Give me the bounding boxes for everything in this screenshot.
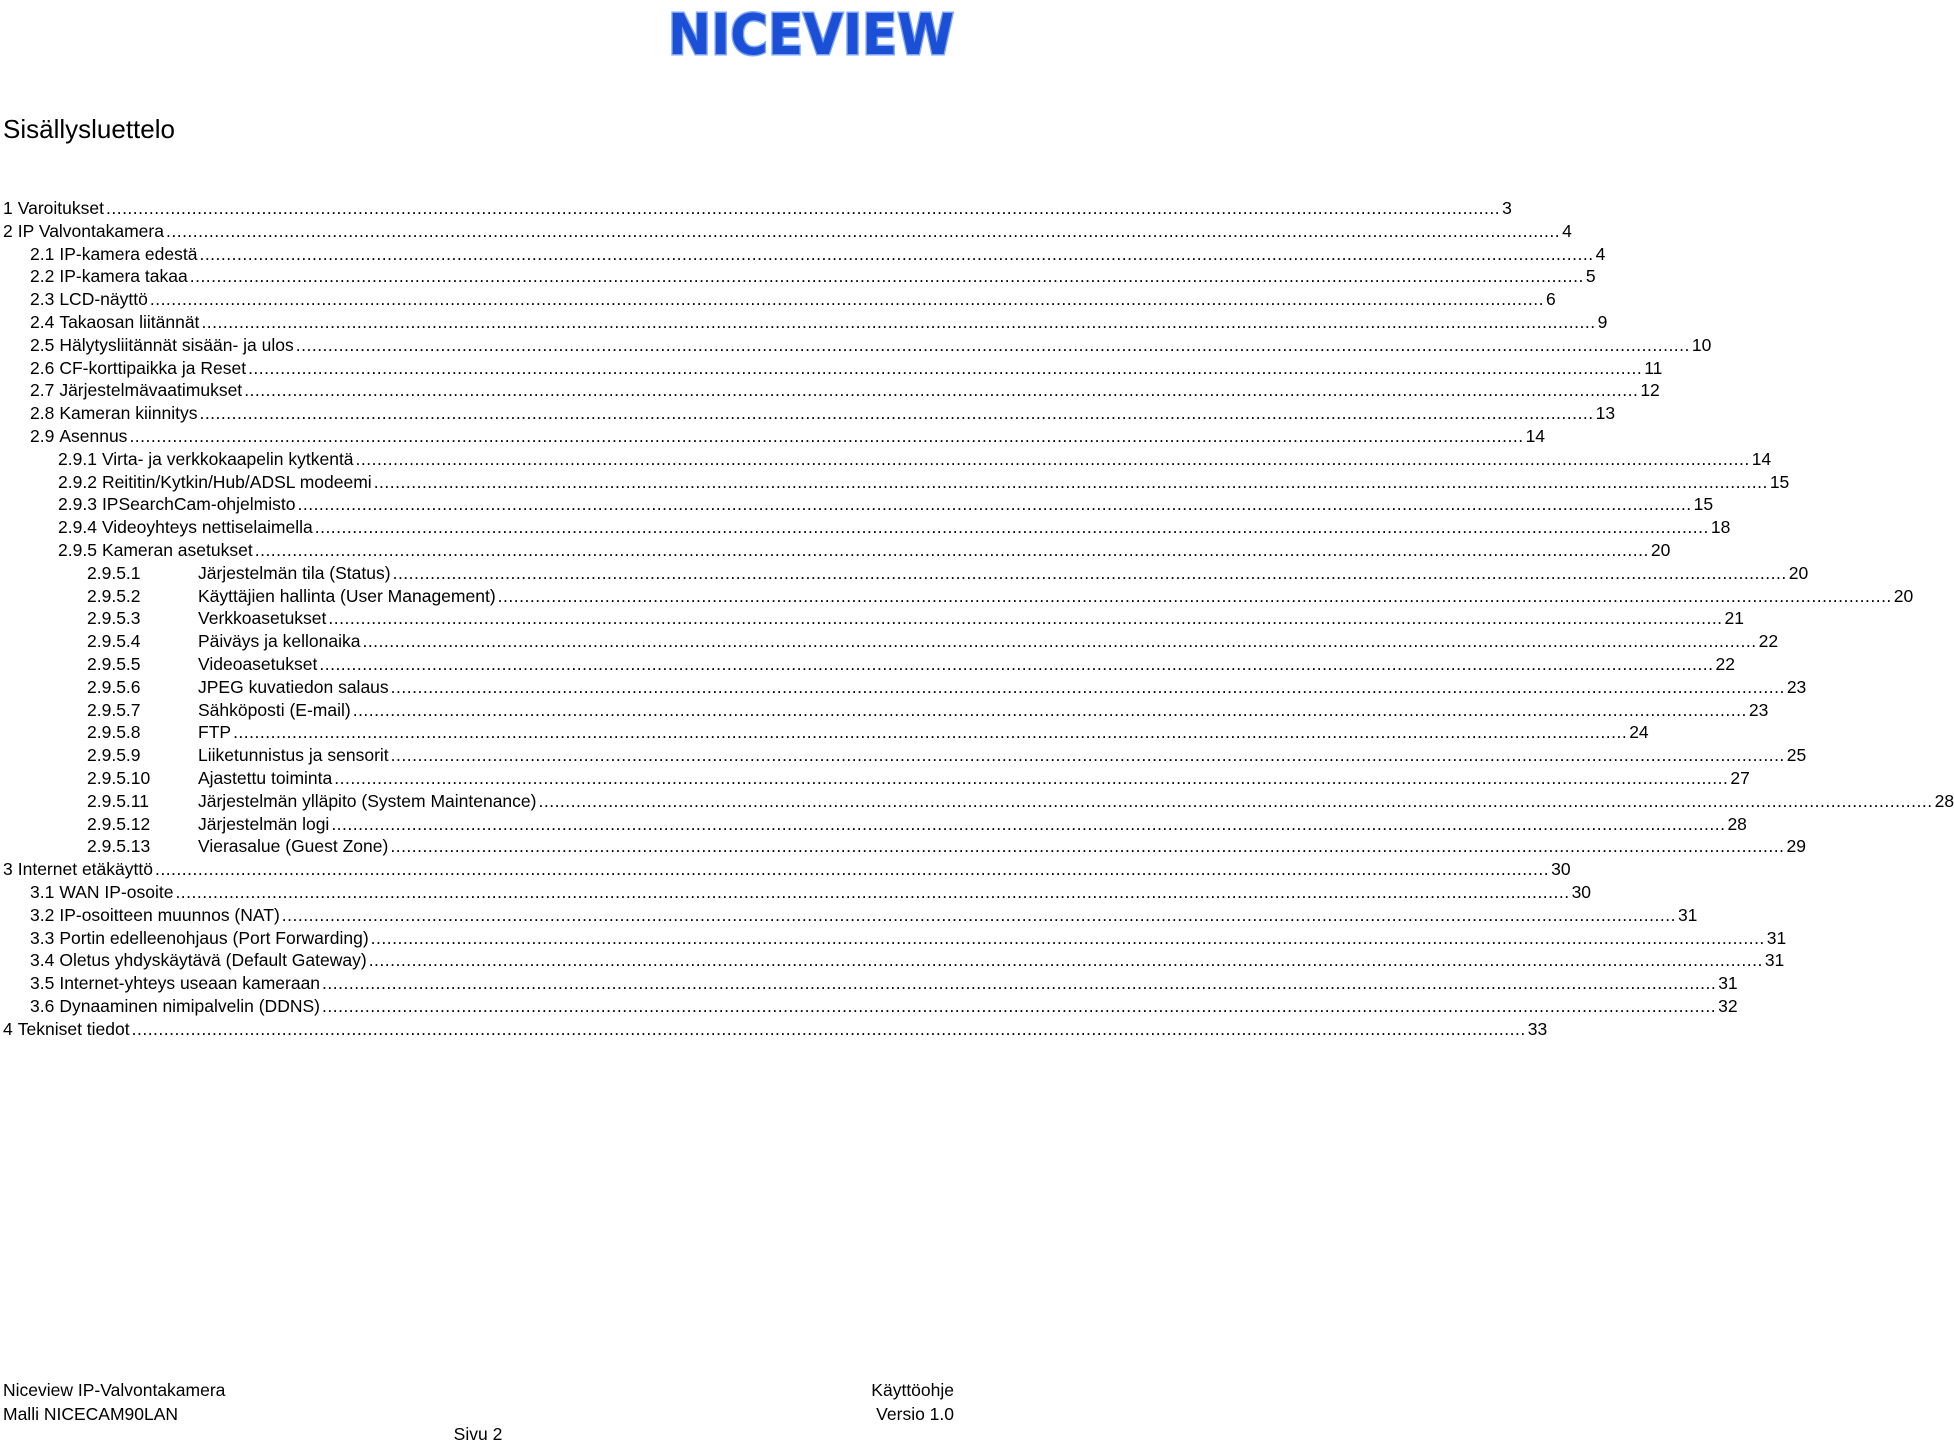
toc-entry[interactable]	[0, 653, 1735, 676]
toc-entry[interactable]	[0, 197, 1512, 220]
footer-left	[3, 1378, 225, 1426]
toc-entry-page: 4	[1562, 220, 1572, 241]
toc-entry-title: LCD-näyttö	[59, 289, 148, 310]
toc-entry-number: 2.8	[30, 403, 55, 424]
toc-entry[interactable]	[0, 881, 1592, 904]
toc-entry-number: 2.3	[30, 289, 55, 310]
toc-entry-number: 3.3	[30, 927, 55, 948]
toc-entry[interactable]	[0, 357, 1663, 380]
toc-entry-page: 22	[1715, 653, 1735, 674]
toc-entry-title: Varoitukset	[17, 198, 104, 218]
toc-entry-title: Videoyhteys nettiselaimella	[101, 517, 313, 538]
toc-dot-leader: ....................................................................................................................................................................................................................................................................	[392, 562, 1787, 583]
toc-entry-number: 2.9.5.8	[87, 722, 141, 743]
toc-entry-page: 31	[1764, 950, 1785, 971]
toc-dot-leader: ....................................................................................................................................................................................................................................................................	[370, 927, 1765, 948]
toc-entry-number: 2.9.3	[58, 494, 97, 515]
toc-entry[interactable]	[0, 402, 1616, 425]
toc-entry-page: 20	[1650, 539, 1671, 560]
toc-entry-number: 2.9.5.3	[87, 608, 141, 629]
toc-entry-page: 14	[1751, 448, 1772, 469]
toc-entry-page: 9	[1597, 311, 1608, 332]
toc-entry-number: 2.9.5.10	[87, 767, 151, 788]
toc-entry[interactable]	[0, 448, 1772, 471]
toc-entry-page: 12	[1640, 380, 1660, 401]
toc-dot-leader: ....................................................................................................................................................................................................................................................................	[538, 790, 1933, 811]
toc-dot-leader: ....................................................................................................................................................................................................................................................................	[248, 357, 1643, 378]
toc-entry-page: 27	[1730, 767, 1750, 788]
toc-entry-page: 32	[1718, 995, 1738, 1016]
toc-entry-page: 24	[1629, 722, 1649, 743]
toc-entry-number: 2.9.5	[58, 539, 97, 560]
toc-dot-leader: ....................................................................................................................................................................................................................................................................	[352, 699, 1747, 720]
toc-entry-title: Ajastettu toiminta	[198, 767, 333, 788]
toc-dot-leader: ....................................................................................................................................................................................................................................................................	[334, 767, 1729, 788]
toc-entry-page: 15	[1693, 494, 1714, 515]
toc-dot-leader: ....................................................................................................................................................................................................................................................................	[254, 539, 1649, 560]
toc-entry-title: IP-kamera edestä	[59, 243, 198, 264]
toc-entry-number: 3.6	[30, 995, 55, 1016]
toc-entry[interactable]	[0, 676, 1807, 699]
toc-entry-title: Päiväys ja kellonaika	[198, 631, 361, 652]
toc-entry-title: Tekniset tiedot	[17, 1018, 130, 1039]
toc-entry-title: Verkkoasetukset	[198, 608, 327, 629]
toc-dot-leader: ....................................................................................................................................................................................................................................................................	[297, 494, 1692, 515]
toc-entry-title: Kameran asetukset	[101, 539, 253, 560]
toc-entry[interactable]	[0, 220, 1572, 243]
toc-entry-title: Liiketunnistus ja sensorit	[198, 745, 389, 766]
toc-entry-title: Internet etäkäyttö	[17, 859, 153, 880]
toc-entry-number: 3.1	[30, 881, 55, 902]
toc-dot-leader: ....................................................................................................................................................................................................................................................................	[131, 1018, 1526, 1039]
page-number: Sivu 2	[453, 1424, 503, 1444]
toc-entry[interactable]	[0, 972, 1738, 995]
toc-entry-number: 2.9.4	[58, 517, 97, 538]
toc-entry-page: 6	[1545, 289, 1556, 310]
toc-entry-number: 2.6	[30, 357, 55, 378]
toc-entry-title: IP Valvontakamera	[17, 220, 164, 241]
toc-entry-title: Videoasetukset	[198, 653, 318, 674]
toc-entry[interactable]	[0, 699, 1769, 722]
toc-entry-page: 23	[1786, 676, 1807, 697]
toc-dot-leader: ....................................................................................................................................................................................................................................................................	[233, 722, 1628, 743]
toc-entry-number: 2.1	[30, 243, 55, 264]
toc-entry-page: 29	[1786, 836, 1806, 857]
toc-dot-leader: ....................................................................................................................................................................................................................................................................	[281, 904, 1676, 925]
toc-dot-leader: ....................................................................................................................................................................................................................................................................	[322, 973, 1717, 994]
toc-dot-leader: ....................................................................................................................................................................................................................................................................	[362, 631, 1757, 652]
toc-dot-leader: ....................................................................................................................................................................................................................................................................	[497, 585, 1892, 606]
toc-dot-leader: ....................................................................................................................................................................................................................................................................	[331, 813, 1726, 834]
toc-entry[interactable]	[0, 334, 1712, 357]
toc-entry-number: 4	[3, 1018, 13, 1039]
toc-entry-title: Järjestelmän logi	[198, 813, 330, 834]
footer-product-name: Niceview IP-Valvontakamera	[3, 1380, 226, 1400]
toc-entry[interactable]	[0, 1018, 1548, 1041]
niceview-logo	[666, 3, 956, 68]
toc-entry-page: 31	[1677, 904, 1698, 925]
toc-entry-page: 21	[1724, 608, 1745, 629]
footer-version: Versio 1.0	[876, 1404, 954, 1424]
toc-entry-title: Kameran kiinnitys	[59, 403, 198, 424]
toc-entry-title: Asennus	[59, 425, 128, 446]
toc-entry-page: 20	[1893, 585, 1914, 606]
toc-entry-title: Virta- ja verkkokaapelin kytkentä	[101, 448, 354, 469]
toc-entry-page: 33	[1527, 1018, 1548, 1039]
toc-entry-number: 2.9.2	[58, 471, 97, 492]
toc-entry[interactable]	[0, 539, 1671, 562]
toc-entry-title: Hälytysliitännät sisään- ja ulos	[59, 334, 294, 355]
toc-entry-number: 2.2	[30, 266, 55, 287]
toc-entry-number: 2.9.5.7	[87, 699, 141, 720]
toc-dot-leader: ....................................................................................................................................................................................................................................................................	[368, 950, 1763, 971]
footer-doc-type: Käyttöohje	[871, 1380, 954, 1400]
page-title: Sisällysluettelo	[3, 114, 175, 144]
toc-entry[interactable]	[0, 311, 1608, 334]
toc-entry-title: Käyttäjien hallinta (User Management)	[198, 585, 496, 606]
toc-entry-title: WAN IP-osoite	[59, 881, 174, 902]
logo-wordmark: NICEVIEW	[668, 3, 954, 68]
toc-dot-leader: ....................................................................................................................................................................................................................................................................	[165, 220, 1561, 241]
toc-entry-title: CF-korttipaikka ja Reset	[59, 357, 247, 378]
toc-dot-leader: ....................................................................................................................................................................................................................................................................	[199, 403, 1594, 424]
toc-dot-leader: ....................................................................................................................................................................................................................................................................	[390, 745, 1785, 766]
toc-dot-leader: ....................................................................................................................................................................................................................................................................	[199, 243, 1594, 264]
toc-entry-page: 25	[1786, 745, 1807, 766]
toc-entry[interactable]	[0, 562, 1809, 585]
toc-entry-number: 1	[3, 198, 13, 218]
table-of-contents	[0, 197, 1954, 1040]
toc-entry-page: 30	[1551, 859, 1571, 880]
toc-dot-leader: ....................................................................................................................................................................................................................................................................	[189, 266, 1584, 287]
toc-entry[interactable]	[0, 767, 1750, 790]
toc-entry-number: 3	[3, 859, 13, 880]
toc-entry-number: 2.9.5.6	[87, 676, 141, 697]
toc-entry[interactable]	[0, 995, 1738, 1018]
toc-entry-title: Oletus yhdyskäytävä (Default Gateway)	[59, 950, 367, 971]
toc-entry-number: 2	[3, 220, 13, 241]
toc-entry[interactable]	[0, 607, 1745, 630]
toc-entry-page: 30	[1571, 881, 1592, 902]
toc-entry[interactable]	[0, 949, 1785, 972]
toc-entry-number: 2.9.5.11	[87, 790, 149, 811]
toc-entry[interactable]	[0, 790, 1954, 813]
toc-entry-page: 23	[1748, 699, 1769, 720]
toc-entry-number: 2.9.5.4	[87, 631, 141, 652]
toc-dot-leader: ....................................................................................................................................................................................................................................................................	[328, 608, 1723, 629]
toc-entry[interactable]	[0, 516, 1731, 539]
toc-entry-page: 28	[1727, 813, 1747, 834]
toc-dot-leader: ....................................................................................................................................................................................................................................................................	[321, 995, 1717, 1016]
toc-entry-page: 31	[1766, 927, 1787, 948]
toc-entry[interactable]	[0, 904, 1698, 927]
toc-entry-title: Dynaaminen nimipalvelin (DDNS)	[59, 995, 320, 1016]
toc-entry-title: FTP	[198, 722, 232, 743]
toc-entry[interactable]	[0, 835, 1806, 858]
toc-entry-number: 2.9.5.13	[87, 836, 151, 857]
toc-dot-leader: ....................................................................................................................................................................................................................................................................	[105, 198, 1501, 218]
toc-entry[interactable]	[0, 585, 1914, 608]
toc-entry-page: 13	[1595, 403, 1616, 424]
toc-entry[interactable]	[0, 630, 1779, 653]
toc-entry-title: IP-kamera takaa	[59, 266, 188, 287]
toc-entry-page: 14	[1525, 425, 1546, 446]
footer-right	[871, 1378, 954, 1426]
toc-entry-number: 2.9.5.5	[87, 653, 141, 674]
toc-entry-page: 20	[1788, 562, 1809, 583]
toc-entry-number: 3.4	[30, 950, 55, 971]
toc-entry-title: Portin edelleenohjaus (Port Forwarding)	[59, 927, 369, 948]
toc-entry-number: 2.5	[30, 334, 55, 355]
toc-dot-leader: ....................................................................................................................................................................................................................................................................	[314, 517, 1709, 538]
toc-entry[interactable]	[0, 858, 1571, 881]
toc-entry[interactable]	[0, 243, 1606, 266]
toc-entry[interactable]	[0, 721, 1649, 744]
toc-entry-page: 3	[1502, 198, 1512, 218]
toc-entry[interactable]	[0, 288, 1556, 311]
toc-dot-leader: ....................................................................................................................................................................................................................................................................	[355, 448, 1750, 469]
toc-entry-title: Järjestelmävaatimukset	[59, 380, 243, 401]
toc-entry-page: 22	[1758, 631, 1779, 652]
toc-entry-page: 10	[1691, 334, 1712, 355]
toc-entry-page: 31	[1718, 973, 1738, 994]
toc-dot-leader: ....................................................................................................................................................................................................................................................................	[295, 334, 1690, 355]
toc-entry-title: JPEG kuvatiedon salaus	[198, 676, 389, 697]
toc-dot-leader: ....................................................................................................................................................................................................................................................................	[175, 881, 1570, 902]
toc-entry-number: 3.5	[30, 973, 55, 994]
toc-entry-title: Järjestelmän tila (Status)	[198, 562, 391, 583]
toc-entry-title: IP-osoitteen muunnos (NAT)	[59, 904, 280, 925]
toc-entry-page: 15	[1769, 471, 1790, 492]
toc-entry-title: Reititin/Kytkin/Hub/ADSL modeemi	[101, 471, 372, 492]
toc-entry-title: Takaosan liitännät	[59, 311, 200, 332]
toc-dot-leader: ....................................................................................................................................................................................................................................................................	[244, 380, 1639, 401]
toc-entry[interactable]	[0, 471, 1790, 494]
footer-model: Malli NICECAM90LAN	[3, 1404, 179, 1424]
toc-entry-title: Sähköposti (E-mail)	[198, 699, 351, 720]
toc-entry[interactable]	[0, 493, 1714, 516]
toc-entry-number: 3.2	[30, 904, 55, 925]
toc-entry[interactable]	[0, 927, 1787, 950]
toc-entry-number: 2.7	[30, 380, 55, 401]
toc-entry-page: 5	[1585, 266, 1596, 287]
toc-entry-page: 18	[1710, 517, 1731, 538]
toc-dot-leader: ....................................................................................................................................................................................................................................................................	[149, 289, 1544, 310]
toc-dot-leader: ....................................................................................................................................................................................................................................................................	[319, 653, 1714, 674]
toc-entry[interactable]	[0, 265, 1596, 288]
toc-dot-leader: ....................................................................................................................................................................................................................................................................	[390, 836, 1785, 857]
toc-entry[interactable]	[0, 744, 1807, 767]
toc-entry-number: 2.9.5.12	[87, 813, 151, 834]
toc-entry-page: 28	[1934, 790, 1954, 811]
toc-entry-title: Vierasalue (Guest Zone)	[198, 836, 389, 857]
toc-entry-number: 2.9.5.1	[87, 562, 141, 583]
toc-entry-number: 2.9.5.2	[87, 585, 141, 606]
toc-entry-title: Internet-yhteys useaan kameraan	[59, 973, 321, 994]
toc-dot-leader: ....................................................................................................................................................................................................................................................................	[154, 859, 1550, 880]
toc-entry-title: Järjestelmän ylläpito (System Maintenance)	[198, 790, 537, 811]
toc-entry-number: 2.9.1	[58, 448, 97, 469]
toc-dot-leader: ....................................................................................................................................................................................................................................................................	[129, 425, 1524, 446]
toc-entry-page: 11	[1644, 357, 1663, 378]
toc-entry[interactable]	[0, 379, 1660, 402]
toc-entry[interactable]	[0, 813, 1747, 836]
toc-dot-leader: ....................................................................................................................................................................................................................................................................	[373, 471, 1768, 492]
toc-dot-leader: ....................................................................................................................................................................................................................................................................	[390, 676, 1785, 697]
toc-entry-number: 2.9.5.9	[87, 745, 141, 766]
toc-dot-leader: ....................................................................................................................................................................................................................................................................	[201, 311, 1596, 332]
toc-entry-page: 4	[1595, 243, 1606, 264]
toc-entry[interactable]	[0, 425, 1546, 448]
toc-entry-title: IPSearchCam-ohjelmisto	[101, 494, 296, 515]
toc-entry-number: 2.9	[30, 425, 55, 446]
toc-entry-number: 2.4	[30, 311, 55, 332]
